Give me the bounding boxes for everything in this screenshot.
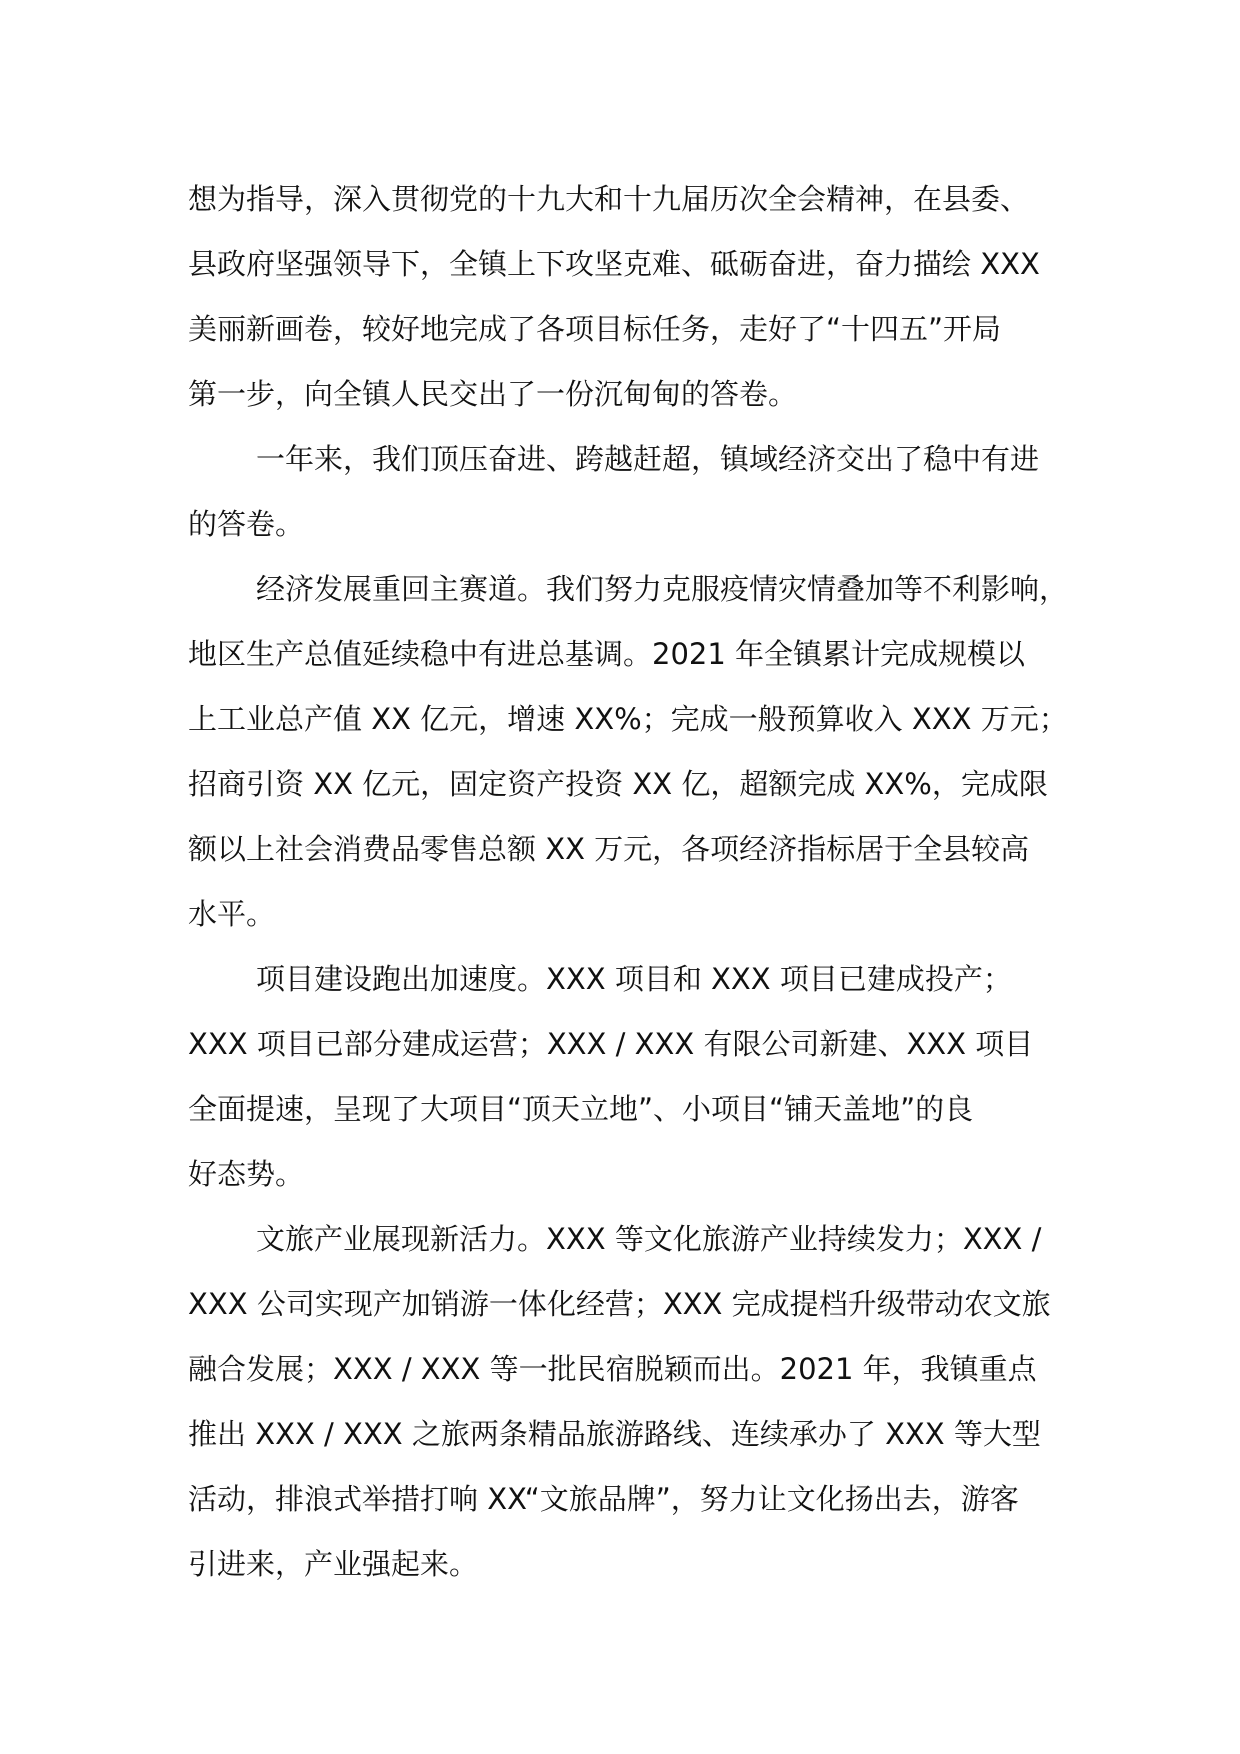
text-line: 县政府坚强领导下，全镇上下攻坚克难、砥砺奋进，奋力描绘 XXX	[188, 247, 1040, 281]
paragraph-2	[188, 427, 1078, 557]
text-line: 一年来，我们顶压奋进、跨越赶超，镇域经济交出了稳中有进	[256, 442, 1040, 476]
text-line: 第一步，向全镇人民交出了一份沉甸甸的答卷。	[188, 377, 798, 411]
text-line: XXX 项目已部分建成运营；XXX / XXX 有限公司新建、XXX 项目	[188, 1027, 1034, 1061]
paragraph-5	[188, 1207, 1078, 1597]
text-line: 文旅产业展现新活力。XXX 等文化旅游产业持续发力；XXX /	[256, 1222, 1042, 1256]
text-line: 的答卷。	[188, 507, 305, 541]
document-body	[188, 167, 1078, 1597]
text-line: 地区生产总值延续稳中有进总基调。2021 年全镇累计完成规模以	[188, 637, 1026, 671]
paragraph-1	[188, 167, 1078, 427]
text-line: 招商引资 XX 亿元，固定资产投资 XX 亿，超额完成 XX%，完成限	[188, 767, 1048, 801]
text-line: 推出 XXX / XXX 之旅两条精品旅游路线、连续承办了 XXX 等大型	[188, 1417, 1041, 1451]
text-line: 活动，排浪式举措打响 XX“文旅品牌”，努力让文化扬出去，游客	[188, 1482, 1019, 1516]
text-line: 经济发展重回主赛道。我们努力克服疫情灾情叠加等不利影响，	[256, 572, 1069, 606]
text-line: 美丽新画卷，较好地完成了各项目标任务，走好了“十四五”开局	[188, 312, 1002, 346]
text-line: XXX 公司实现产加销游一体化经营；XXX 完成提档升级带动农文旅	[188, 1287, 1051, 1321]
text-line: 想为指导，深入贯彻党的十九大和十九届历次全会精神，在县委、	[188, 182, 1030, 216]
text-line: 水平。	[188, 897, 276, 931]
text-line: 额以上社会消费品零售总额 XX 万元，各项经济指标居于全县较高	[188, 832, 1030, 866]
text-line: 全面提速，呈现了大项目“顶天立地”、小项目“铺天盖地”的良	[188, 1092, 974, 1126]
text-line: 引进来，产业强起来。	[188, 1547, 479, 1581]
text-line: 项目建设跑出加速度。XXX 项目和 XXX 项目已建成投产；	[256, 962, 1012, 996]
text-line: 融合发展；XXX / XXX 等一批民宿脱颖而出。2021 年，我镇重点	[188, 1352, 1037, 1386]
text-line: 上工业总产值 XX 亿元，增速 XX%；完成一般预算收入 XXX 万元；	[188, 702, 1068, 736]
paragraph-3	[188, 557, 1078, 947]
text-line: 好态势。	[188, 1157, 305, 1191]
paragraph-4	[188, 947, 1078, 1207]
